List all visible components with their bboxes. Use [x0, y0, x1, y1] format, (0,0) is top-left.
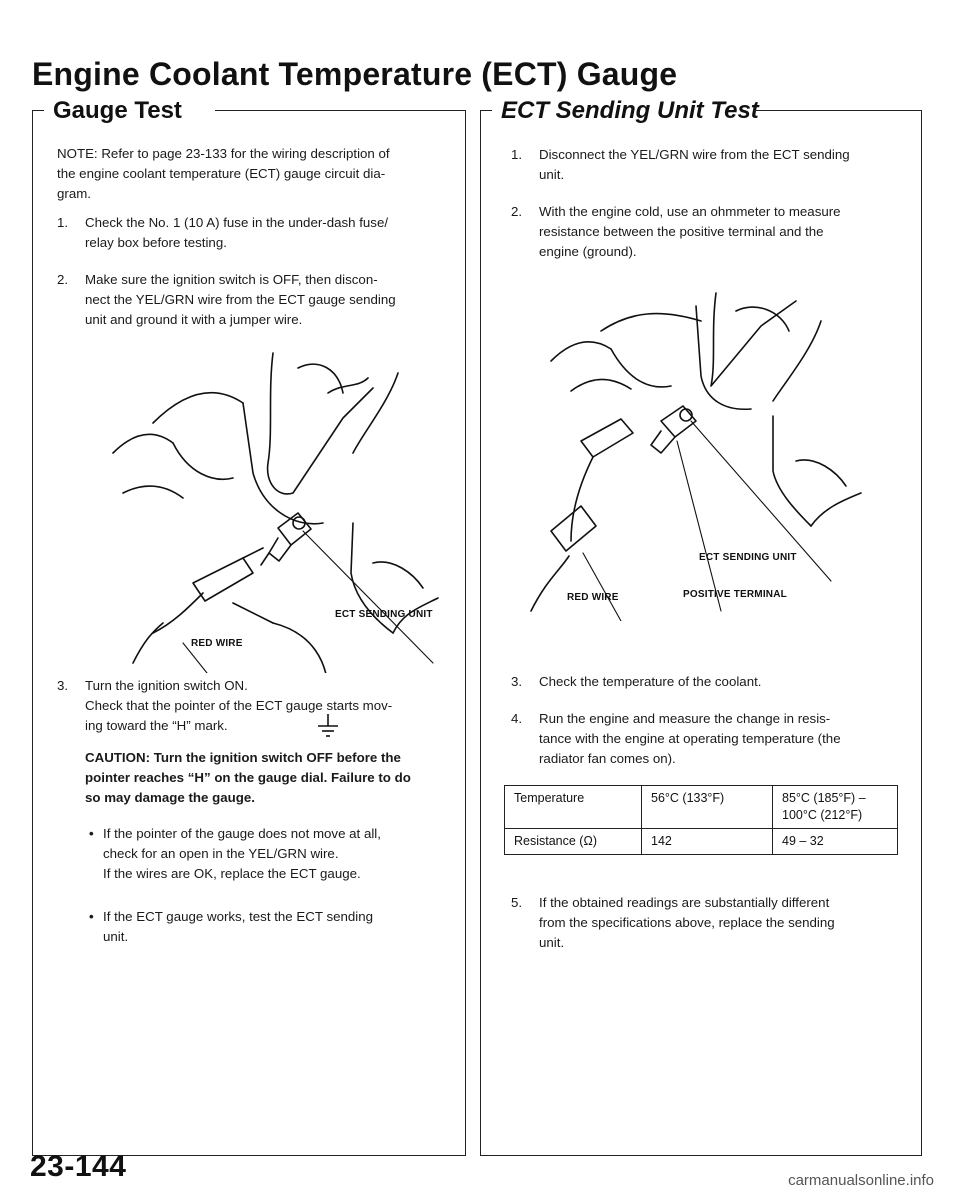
page-title: Engine Coolant Temperature (ECT) Gauge	[32, 56, 678, 92]
caution-line: pointer reaches “H” on the gauge dial. Failure to do	[85, 770, 411, 785]
casting-contour	[328, 378, 368, 393]
note-line: gram.	[57, 186, 91, 201]
step-number: 3.	[57, 678, 69, 693]
title-rule-lead	[480, 110, 492, 111]
step-line: Turn the ignition switch ON.	[85, 678, 248, 693]
casting-contour	[736, 307, 789, 331]
casting-contour	[571, 379, 631, 391]
table-cell: 85°C (185°F) – 100°C (212°F)	[773, 786, 898, 829]
ect-sending-unit-shape	[261, 513, 311, 565]
ect-sending-unit-shape	[651, 406, 696, 453]
gauge-test-section	[32, 97, 466, 1156]
casting-contour	[551, 342, 611, 361]
bullet-line: If the pointer of the gauge does not move at all,	[103, 826, 381, 841]
casting-contour	[373, 562, 423, 588]
casting-contour	[268, 353, 373, 494]
bullet-line: If the ECT gauge works, test the ECT sending	[103, 909, 374, 924]
step-number: 5.	[511, 895, 523, 910]
step-line: nect the YEL/GRN wire from the ECT gauge sending	[85, 292, 396, 307]
step-line: With the engine cold, use an ohmmeter to measure	[539, 204, 841, 219]
step-line: from the specifications above, replace the sending	[539, 915, 835, 930]
sending-unit-test-title: ECT Sending Unit Test	[501, 93, 773, 129]
step-line: resistance between the positive terminal and the	[539, 224, 824, 239]
casting-contour	[773, 416, 811, 526]
callout-red-wire: RED WIRE	[567, 592, 619, 603]
callout-ect-sending-unit: ECT SENDING UNIT	[699, 552, 797, 563]
bullet-dot-icon: •	[89, 909, 94, 924]
callout-positive-terminal: POSITIVE TERMINAL	[683, 589, 787, 600]
jumper-wire	[273, 623, 328, 673]
bullet-line: check for an open in the YEL/GRN wire.	[103, 846, 339, 861]
step-line: relay box before testing.	[85, 235, 227, 250]
resistance-spec-table	[504, 785, 898, 855]
casting-contour	[696, 306, 751, 409]
callout-red-wire: RED WIRE	[191, 638, 243, 649]
step-line: Check that the pointer of the ECT gauge starts mov-	[85, 698, 393, 713]
gauge-test-note	[57, 144, 457, 204]
casting-contour	[243, 403, 323, 524]
title-rule-lead	[32, 110, 44, 111]
sending-unit-test-illustration	[511, 281, 891, 621]
bullet-line: unit.	[103, 929, 129, 944]
step-line: If the obtained readings are substantially different	[539, 895, 830, 910]
page-number: 23-144	[30, 1150, 127, 1183]
caution-note	[85, 748, 465, 808]
step-line: Disconnect the YEL/GRN wire from the ECT sending	[539, 147, 850, 162]
wire-connector-shape	[531, 419, 633, 611]
casting-contour	[773, 321, 821, 401]
table-row	[505, 829, 898, 855]
table-cell: Temperature	[505, 786, 642, 829]
note-line: the engine coolant temperature (ECT) gauge circuit dia-	[57, 166, 386, 181]
step-line: Check the temperature of the coolant.	[539, 674, 762, 689]
sending-unit-test-header	[481, 93, 921, 129]
leader-line-positive-terminal	[677, 441, 721, 611]
step-line: tance with the engine at operating temperature (the	[539, 731, 841, 746]
watermark: carmanualsonline.info	[788, 1172, 934, 1189]
gauge-test-header	[33, 93, 465, 129]
sending-unit-test-section	[480, 97, 922, 1156]
table-cell: 49 – 32	[773, 829, 898, 855]
casting-contour	[353, 373, 398, 453]
step-line: ing toward the “H” mark.	[85, 718, 228, 733]
step-number: 2.	[511, 204, 523, 219]
caution-line: so may damage the gauge.	[85, 790, 255, 805]
leader-line-red-wire	[583, 553, 621, 621]
casting-contour	[601, 314, 701, 331]
step-line: Run the engine and measure the change in resis-	[539, 711, 831, 726]
step-line: unit.	[539, 935, 565, 950]
step-line: unit and ground it with a jumper wire.	[85, 312, 303, 327]
step-number: 1.	[511, 147, 523, 162]
casting-contour	[173, 443, 233, 479]
casting-contour	[811, 493, 861, 526]
casting-contour	[113, 434, 173, 453]
step-line: engine (ground).	[539, 244, 637, 259]
title-rule-trail	[215, 110, 466, 111]
callout-ect-sending-unit: ECT SENDING UNIT	[335, 609, 433, 620]
casting-contour	[123, 486, 183, 498]
step-number: 4.	[511, 711, 523, 726]
gauge-test-title: Gauge Test	[53, 93, 196, 129]
table-row	[505, 786, 898, 829]
bullet-dot-icon: •	[89, 826, 94, 841]
title-rule-trail	[753, 110, 922, 111]
step-number: 3.	[511, 674, 523, 689]
step-number: 1.	[57, 215, 69, 230]
caution-line: CAUTION: Turn the ignition switch OFF before the	[85, 750, 401, 765]
leader-line-sending-unit	[303, 531, 433, 663]
note-line: NOTE: Refer to page 23-133 for the wiring description of	[57, 146, 390, 161]
casting-contour	[611, 349, 671, 387]
table-cell: 142	[642, 829, 773, 855]
step-line: Make sure the ignition switch is OFF, then discon-	[85, 272, 378, 287]
casting-contour	[153, 393, 243, 423]
step-line: unit.	[539, 167, 565, 182]
step-number: 2.	[57, 272, 69, 287]
step-line: Check the No. 1 (10 A) fuse in the under-dash fuse/	[85, 215, 389, 230]
casting-contour	[796, 460, 846, 486]
bullet-line: If the wires are OK, replace the ECT gauge.	[103, 866, 361, 881]
table-cell: Resistance (Ω)	[505, 829, 642, 855]
step-line: radiator fan comes on).	[539, 751, 676, 766]
table-cell: 56°C (133°F)	[642, 786, 773, 829]
gauge-test-illustration	[93, 333, 453, 673]
